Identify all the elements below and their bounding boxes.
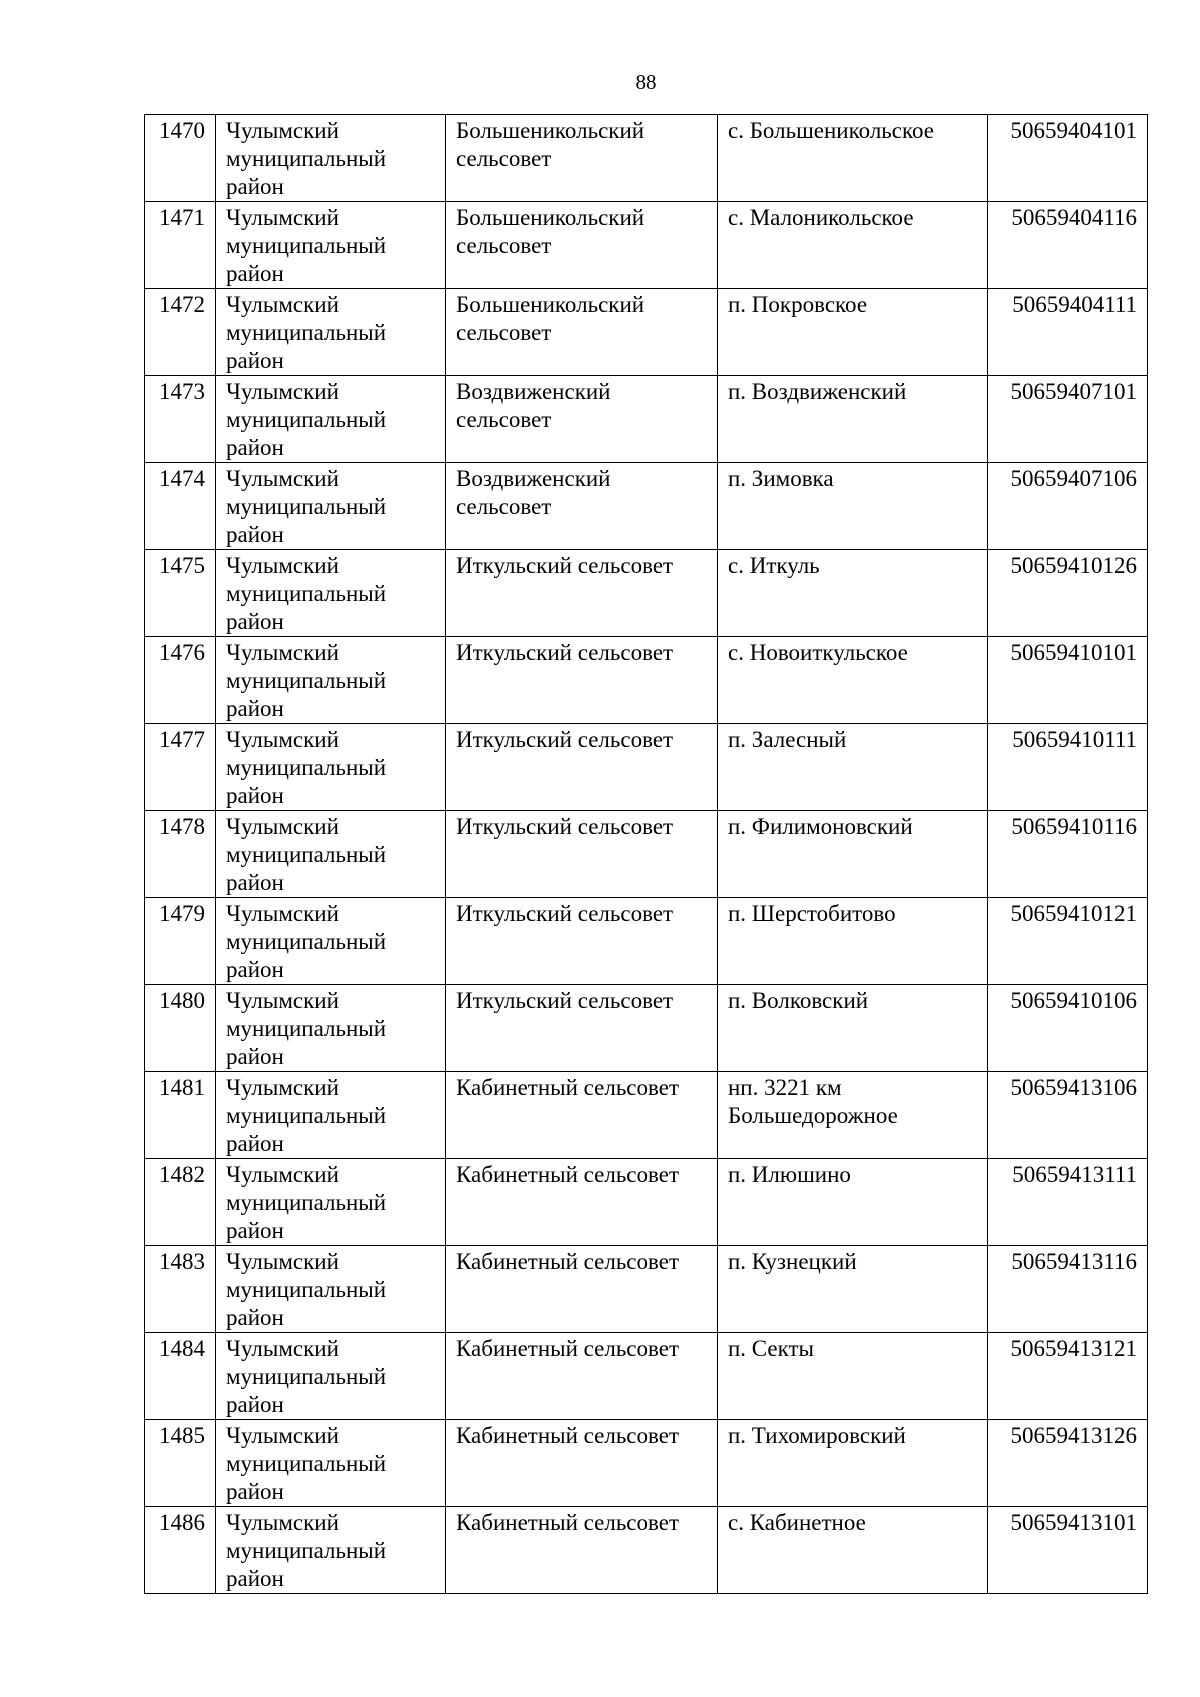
settlement-cell: п. Воздвиженский [718,376,988,463]
district-cell: Чулымский муниципальный район [216,637,446,724]
table-row [145,1420,1148,1507]
district-cell: Чулымский муниципальный район [216,811,446,898]
oktmo-code-cell: 50659410111 [988,724,1148,811]
table-row [145,637,1148,724]
district-cell: Чулымский муниципальный район [216,202,446,289]
row-number-cell: 1481 [145,1072,216,1159]
settlement-cell: п. Илюшино [718,1159,988,1246]
settlement-cell: с. Иткуль [718,550,988,637]
table-row [145,1159,1148,1246]
district-cell: Чулымский муниципальный район [216,1159,446,1246]
settlement-cell: п. Филимоновский [718,811,988,898]
oktmo-code-cell: 50659413116 [988,1246,1148,1333]
council-cell: Кабинетный сельсовет [446,1072,718,1159]
settlements-table [144,114,1148,1594]
district-cell: Чулымский муниципальный район [216,1507,446,1594]
district-cell: Чулымский муниципальный район [216,463,446,550]
table-row [145,898,1148,985]
settlement-cell: с. Малоникольское [718,202,988,289]
council-cell: Большеникольский сельсовет [446,202,718,289]
council-cell: Кабинетный сельсовет [446,1159,718,1246]
settlement-cell: нп. 3221 км Большедорожное [718,1072,988,1159]
settlement-cell: п. Волковский [718,985,988,1072]
council-cell: Иткульский сельсовет [446,724,718,811]
row-number-cell: 1476 [145,637,216,724]
oktmo-code-cell: 50659407106 [988,463,1148,550]
council-cell: Иткульский сельсовет [446,985,718,1072]
district-cell: Чулымский муниципальный район [216,289,446,376]
oktmo-code-cell: 50659413121 [988,1333,1148,1420]
district-cell: Чулымский муниципальный район [216,1072,446,1159]
row-number-cell: 1471 [145,202,216,289]
council-cell: Иткульский сельсовет [446,637,718,724]
council-cell: Воздвиженский сельсовет [446,376,718,463]
table-row [145,289,1148,376]
oktmo-code-cell: 50659407101 [988,376,1148,463]
settlements-table-body [145,115,1148,1594]
table-row [145,550,1148,637]
council-cell: Кабинетный сельсовет [446,1420,718,1507]
settlement-cell: п. Секты [718,1333,988,1420]
oktmo-code-cell: 50659413111 [988,1159,1148,1246]
row-number-cell: 1484 [145,1333,216,1420]
settlement-cell: п. Шерстобитово [718,898,988,985]
table-row [145,1072,1148,1159]
settlement-cell: п. Покровское [718,289,988,376]
settlement-cell: с. Кабинетное [718,1507,988,1594]
settlement-cell: п. Тихомировский [718,1420,988,1507]
oktmo-code-cell: 50659404116 [988,202,1148,289]
council-cell: Кабинетный сельсовет [446,1246,718,1333]
district-cell: Чулымский муниципальный район [216,550,446,637]
council-cell: Большеникольский сельсовет [446,289,718,376]
district-cell: Чулымский муниципальный район [216,376,446,463]
district-cell: Чулымский муниципальный район [216,985,446,1072]
oktmo-code-cell: 50659404101 [988,115,1148,202]
row-number-cell: 1478 [145,811,216,898]
district-cell: Чулымский муниципальный район [216,1420,446,1507]
oktmo-code-cell: 50659413101 [988,1507,1148,1594]
settlement-cell: п. Зимовка [718,463,988,550]
district-cell: Чулымский муниципальный район [216,1246,446,1333]
oktmo-code-cell: 50659413106 [988,1072,1148,1159]
table-row [145,1246,1148,1333]
row-number-cell: 1474 [145,463,216,550]
row-number-cell: 1483 [145,1246,216,1333]
council-cell: Кабинетный сельсовет [446,1507,718,1594]
row-number-cell: 1475 [145,550,216,637]
council-cell: Воздвиженский сельсовет [446,463,718,550]
settlement-cell: с. Большеникольское [718,115,988,202]
district-cell: Чулымский муниципальный район [216,724,446,811]
council-cell: Большеникольский сельсовет [446,115,718,202]
row-number-cell: 1486 [145,1507,216,1594]
table-row [145,202,1148,289]
table-row [145,1333,1148,1420]
oktmo-code-cell: 50659410116 [988,811,1148,898]
oktmo-code-cell: 50659410121 [988,898,1148,985]
district-cell: Чулымский муниципальный район [216,898,446,985]
table-row [145,376,1148,463]
district-cell: Чулымский муниципальный район [216,1333,446,1420]
table-row [145,985,1148,1072]
settlement-cell: с. Новоиткульское [718,637,988,724]
oktmo-code-cell: 50659410101 [988,637,1148,724]
district-cell: Чулымский муниципальный район [216,115,446,202]
council-cell: Иткульский сельсовет [446,898,718,985]
row-number-cell: 1480 [145,985,216,1072]
table-row [145,724,1148,811]
settlement-cell: п. Кузнецкий [718,1246,988,1333]
row-number-cell: 1472 [145,289,216,376]
table-row [145,115,1148,202]
row-number-cell: 1482 [145,1159,216,1246]
row-number-cell: 1477 [145,724,216,811]
council-cell: Кабинетный сельсовет [446,1333,718,1420]
table-row [145,1507,1148,1594]
row-number-cell: 1473 [145,376,216,463]
council-cell: Иткульский сельсовет [446,550,718,637]
table-row [145,463,1148,550]
oktmo-code-cell: 50659413126 [988,1420,1148,1507]
row-number-cell: 1470 [145,115,216,202]
council-cell: Иткульский сельсовет [446,811,718,898]
settlement-cell: п. Залесный [718,724,988,811]
row-number-cell: 1485 [145,1420,216,1507]
oktmo-code-cell: 50659410126 [988,550,1148,637]
table-row [145,811,1148,898]
row-number-cell: 1479 [145,898,216,985]
oktmo-code-cell: 50659410106 [988,985,1148,1072]
oktmo-code-cell: 50659404111 [988,289,1148,376]
page-number: 88 [635,70,657,94]
